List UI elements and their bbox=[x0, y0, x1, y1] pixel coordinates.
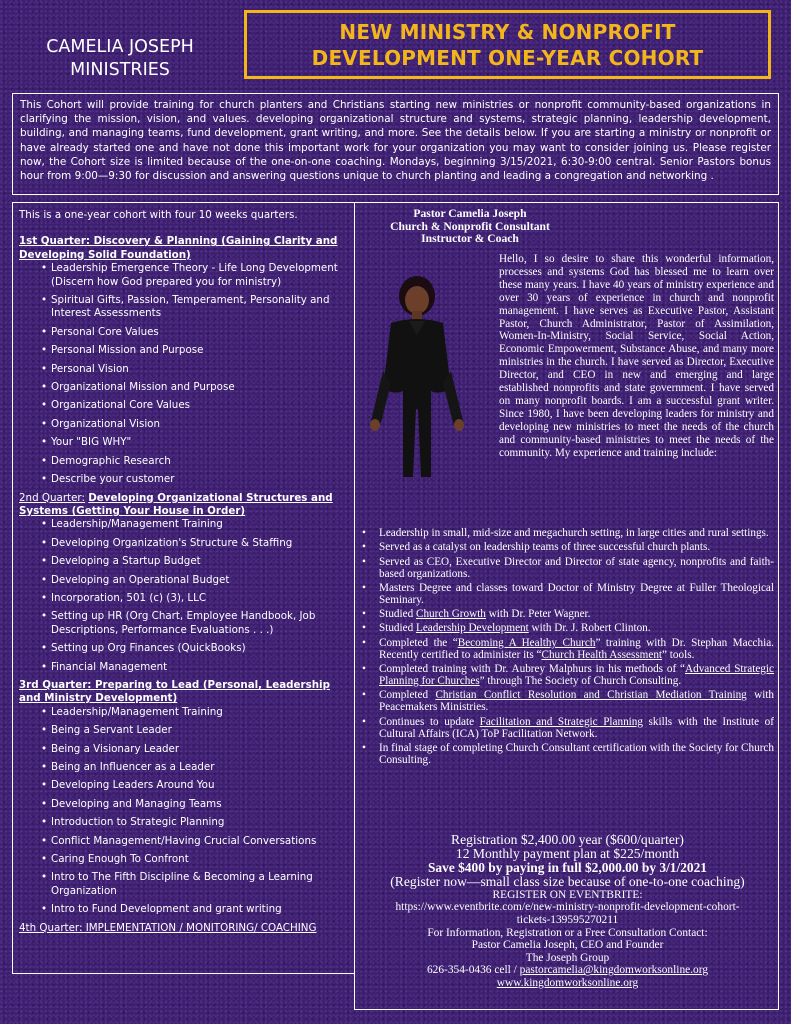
credential-text: ” training with Dr. Stephan Macchia. Recently certified to administer its “ bbox=[379, 636, 774, 661]
pastor-role2: Instructor & Coach bbox=[421, 232, 519, 246]
q3-item: • Leadership/Management Training bbox=[19, 706, 348, 719]
credential-item: • Served as a catalyst on leadership teams of three successful church plants. bbox=[361, 541, 774, 553]
pastor-name: Pastor Camelia Joseph bbox=[413, 207, 527, 220]
credential-item bbox=[361, 608, 774, 620]
q2-item: • Financial Management bbox=[19, 661, 348, 674]
eventbrite-label: REGISTER ON EVENTBRITE: bbox=[492, 888, 643, 901]
q3-item: • Being a Servant Leader bbox=[19, 724, 348, 737]
credential-item: • Masters Degree and classes toward Doctor of Ministry Degree at Fuller Theological Seminary. bbox=[361, 582, 774, 606]
q3-list bbox=[19, 706, 348, 917]
q1-item: • Describe your customer bbox=[19, 473, 348, 486]
q1-heading: 1st Quarter: Discovery & Planning (Gaining Clarity and Developing Solid Foundation) bbox=[19, 235, 338, 261]
pastor-heading bbox=[355, 208, 585, 246]
q1-item: • Personal Vision bbox=[19, 363, 348, 376]
q3-item: • Developing Leaders Around You bbox=[19, 779, 348, 792]
q2-item: • Setting up HR (Org Chart, Employee Handbook, Job Descriptions, Performance Evaluations . . .) bbox=[19, 610, 348, 637]
credential-text: skills with the Institute of Cultural Affairs (ICA) ToP Facilitation Network. bbox=[379, 715, 774, 740]
credential-text: Completed bbox=[379, 689, 436, 702]
church-health-assessment-link[interactable]: Church Health Assessment bbox=[541, 648, 663, 661]
credential-text: with Dr. Peter Wagner. bbox=[485, 608, 591, 621]
credential-text: Continues to update bbox=[379, 715, 480, 728]
credential-item: • Served as CEO, Executive Director and Director of state agency, nonprofits and faith-based organizations. bbox=[361, 556, 774, 580]
group-name: The Joseph Group bbox=[525, 951, 610, 964]
pastor-column bbox=[354, 202, 779, 1010]
intro-box bbox=[12, 93, 779, 195]
contact-line bbox=[355, 964, 780, 977]
q2-list bbox=[19, 518, 348, 674]
pastor-role1: Church & Nonprofit Consultant bbox=[390, 219, 550, 233]
q3-item: • Being a Visionary Leader bbox=[19, 743, 348, 756]
q3-item: • Caring Enough To Confront bbox=[19, 853, 348, 866]
q2-item: • Incorporation, 501 (c) (3), LLC bbox=[19, 592, 348, 605]
healthy-church-link[interactable]: Becoming A Healthy Church bbox=[457, 636, 596, 649]
credential-text: ” tools. bbox=[662, 648, 695, 661]
registration-price: Registration $2,400.00 year ($600/quarter) bbox=[451, 832, 684, 847]
eventbrite-url-part[interactable]: https://www.eventbrite.com/e/new-ministry-nonprofit-development-cohort- bbox=[395, 901, 740, 914]
q3-item: • Conflict Management/Having Crucial Conversations bbox=[19, 835, 348, 848]
credential-text: with Peacemakers Ministries. bbox=[379, 689, 775, 714]
curriculum-intro: This is a one-year cohort with four 10 weeks quarters. bbox=[19, 209, 298, 221]
registration-monthly: 12 Monthly payment plan at $225/month bbox=[455, 846, 680, 862]
credential-item bbox=[361, 637, 774, 661]
registration-register-now: (Register now—small class size because of one-to-one coaching) bbox=[390, 873, 745, 889]
info-line: For Information, Registration or a Free Consultation Contact: bbox=[427, 926, 708, 939]
q1-item: • Personal Mission and Purpose bbox=[19, 344, 348, 357]
q2-item: • Developing Organization's Structure & Staffing bbox=[19, 537, 348, 550]
credential-item bbox=[361, 716, 774, 740]
email-link[interactable]: pastorcamelia@kingdomworksonline.org bbox=[519, 964, 709, 977]
q1-item: • Organizational Vision bbox=[19, 418, 348, 431]
q1-item: • Organizational Core Values bbox=[19, 399, 348, 412]
credential-item bbox=[361, 622, 774, 634]
credential-text: with Dr. J. Robert Clinton. bbox=[528, 622, 651, 635]
credential-text: ” through The Society of Church Consulting. bbox=[479, 675, 682, 688]
q1-item: • Leadership Emergence Theory - Life Long Development (Discern how God prepared you for ministry) bbox=[19, 262, 348, 289]
curriculum-column bbox=[12, 202, 354, 974]
credential-text: Studied bbox=[379, 622, 416, 635]
q2-heading bbox=[19, 492, 348, 519]
credential-item: • Leadership in small, mid-size and megachurch setting, in large cities and rural settings. bbox=[361, 527, 774, 539]
q2-item: • Leadership/Management Training bbox=[19, 518, 348, 531]
q2-item: • Setting up Org Finances (QuickBooks) bbox=[19, 642, 348, 655]
q2-item: • Developing an Operational Budget bbox=[19, 574, 348, 587]
title-line2: DEVELOPMENT ONE-YEAR COHORT bbox=[311, 45, 704, 70]
eventbrite-url-part[interactable]: tickets-139595270211 bbox=[516, 914, 619, 926]
q2-item: • Developing a Startup Budget bbox=[19, 555, 348, 568]
church-growth-link[interactable]: Church Growth bbox=[415, 608, 486, 621]
contact-name: Pastor Camelia Joseph, CEO and Founder bbox=[471, 939, 664, 952]
q4-heading: 4th Quarter: IMPLEMENTATION / MONITORING/ COACHING bbox=[19, 921, 317, 934]
q3-item: • Being an Influencer as a Leader bbox=[19, 761, 348, 774]
strategic-planning-churches-link[interactable]: Advanced Strategic Planning for Churches bbox=[379, 663, 774, 688]
title-box bbox=[244, 10, 771, 79]
q3-heading: 3rd Quarter: Preparing to Lead (Personal, Leadership and Ministry Development) bbox=[19, 678, 330, 705]
q1-item: • Spiritual Gifts, Passion, Temperament, Personality and Interest Assessments bbox=[19, 294, 348, 321]
facilitation-link[interactable]: Facilitation and Strategic Planning bbox=[479, 715, 643, 728]
credentials-list bbox=[361, 527, 774, 768]
q3-item: • Developing and Managing Teams bbox=[19, 798, 348, 811]
title-line1: NEW MINISTRY & NONPROFIT bbox=[339, 19, 676, 44]
q2-title: Developing Organizational Structures and Systems (Getting Your House in Order) bbox=[19, 491, 333, 517]
intro-text: This Cohort will provide training for church planters and Christians starting new ministries or nonprofit community-based organizations in clarifying the mission, vision, and values. developing organizational structure and systems, strategic planning, leadership development, building, and managing teams, fund development, grant writing, and more. See the details below. If you are starting a ministry or nonprofit or have already started one and have not done this important work for your organization you may want to consider joining us. Please register now, the Cohort size is limited because of the one-on-one coaching. Mondays, beginning 3/15/2021, 6:30-9:00 central. Senior Pastors bonus hour from 9:00—9:30 for discussion and answering questions unique to church planting and leading a congregation and networking . bbox=[20, 99, 771, 183]
q3-item: • Intro to The Fifth Discipline & Becoming a Learning Organization bbox=[19, 871, 348, 898]
credential-item: • In final stage of completing Church Consultant certification with the Society for Church Consulting. bbox=[361, 742, 774, 766]
credential-text: Completed the “ bbox=[379, 636, 458, 649]
credential-text: Completed training with Dr. Aubrey Malphurs in his methods of “ bbox=[379, 663, 686, 676]
q3-item: • Introduction to Strategic Planning bbox=[19, 816, 348, 829]
registration-block bbox=[355, 833, 780, 990]
registration-save: Save $400 by paying in full $2,000.00 by 3/1/2021 bbox=[427, 860, 708, 876]
website-link[interactable]: www.kingdomworksonline.org bbox=[496, 976, 639, 989]
conflict-resolution-link[interactable]: Christian Conflict Resolution and Christian Mediation Training bbox=[435, 689, 747, 702]
q1-item: • Personal Core Values bbox=[19, 326, 348, 339]
credential-item bbox=[361, 689, 774, 713]
q2-prefix: 2nd Quarter: bbox=[19, 491, 85, 504]
leadership-development-link[interactable]: Leadership Development bbox=[415, 622, 529, 635]
q1-item: • Organizational Mission and Purpose bbox=[19, 381, 348, 394]
pastor-bio-text: Hello, I so desire to share this wonderful information, processes and systems God has blessed me to learn over these many years. I have 40 years of ministry experience and over 30 years of experience in church and nonprofit management. I have serves as Executive Pastor, Assistant Pastor, Church Administrator, Pastor of Assimilation, Women-In-Ministry, Social Service, Social Action, Economic Empowerment, Substance Abuse, and many more ministries in the church. I have served as Director, Executive Director, and CEO in new and emerging and large established nonprofits and state government. I have served on many nonprofit boards. I am a successful grant writer. Since 1980, I have been developing leaders for ministry and developing new ministries to meet the needs of the church and community-based ministries to meet the needs of the community. My experience and training include: bbox=[499, 253, 774, 459]
org-name-line2: MINISTRIES bbox=[70, 60, 170, 80]
eventbrite-link[interactable] bbox=[355, 901, 780, 926]
credential-item bbox=[361, 663, 774, 687]
pastor-photo bbox=[361, 271, 473, 479]
q3-item: • Intro to Fund Development and grant writing bbox=[19, 903, 348, 916]
q1-item: • Your "BIG WHY" bbox=[19, 436, 348, 449]
q1-item: • Demographic Research bbox=[19, 455, 348, 468]
org-name bbox=[14, 36, 226, 82]
phone-text: 626-354-0436 cell / bbox=[426, 964, 520, 977]
credential-text: Studied bbox=[379, 608, 416, 621]
org-name-line1: CAMELIA JOSEPH bbox=[46, 37, 194, 57]
q1-list bbox=[19, 262, 348, 486]
